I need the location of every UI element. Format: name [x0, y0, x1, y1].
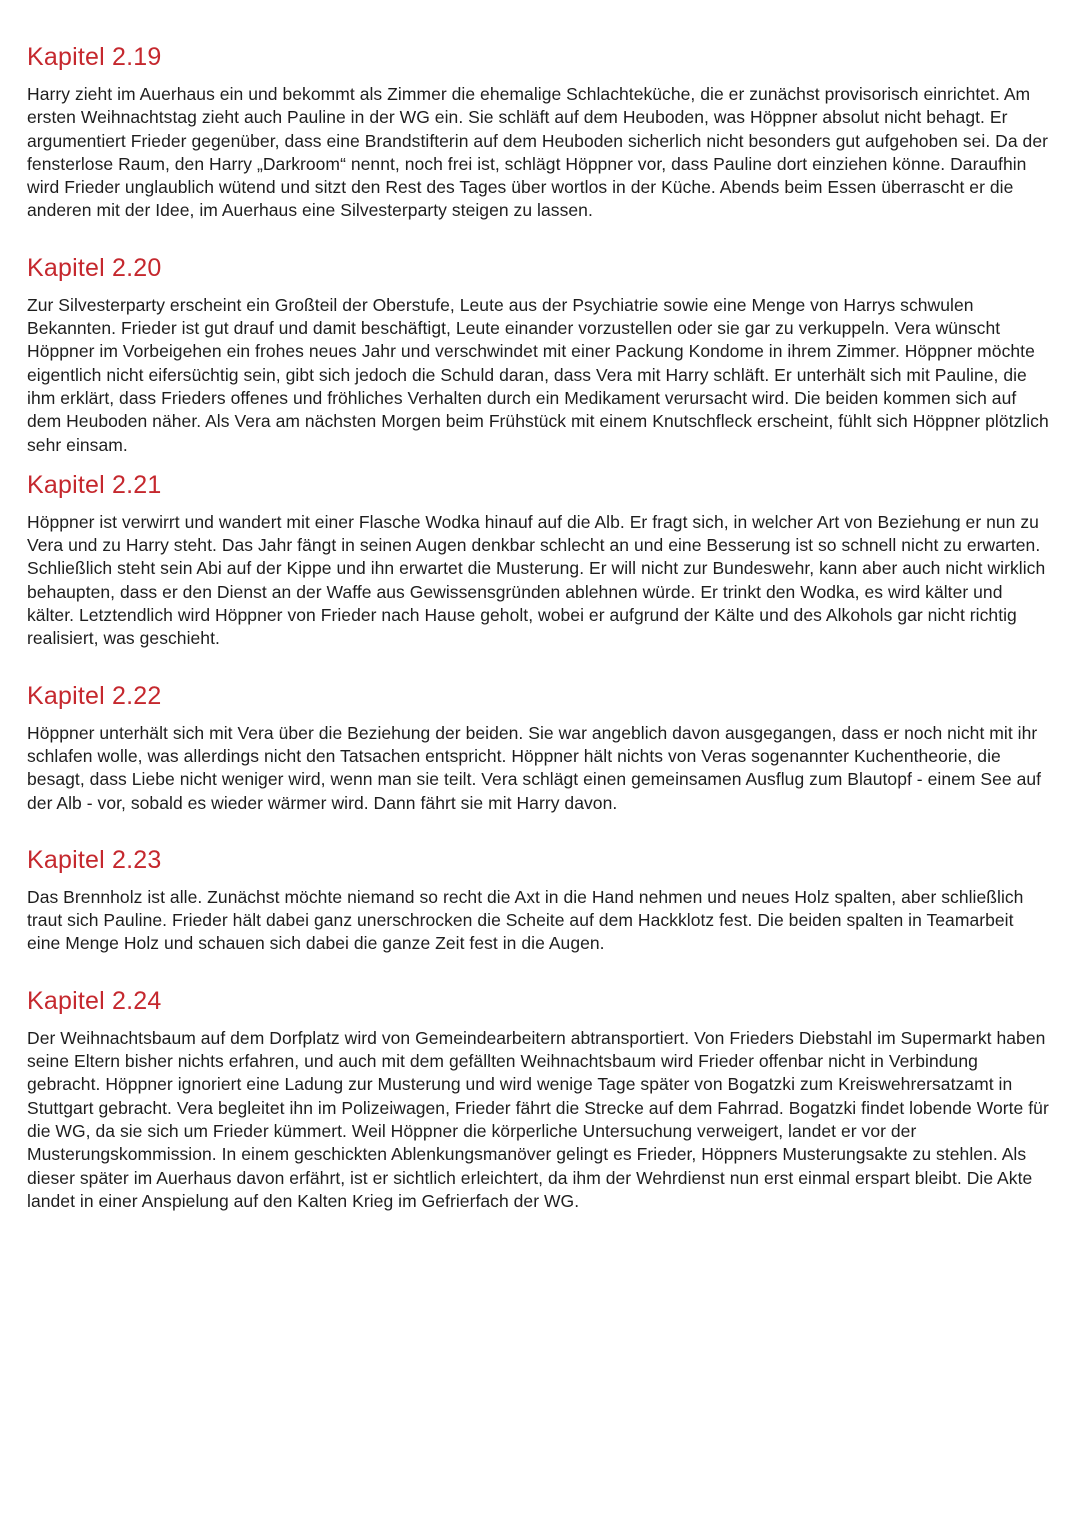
- chapter-heading: Kapitel 2.23: [27, 845, 162, 874]
- chapter-paragraph: Höppner ist verwirrt und wandert mit einer Flasche Wodka hinauf auf die Alb. Er fragt sich, in welcher Art von Beziehung er nun zu Vera und zu Harry steht. Das Jahr fängt in seinen Augen denkbar schlecht an und eine Besserung ist so schnell nicht zu erwarten. Schließlich steht sein Abi auf der Kippe und ihn erwartet die Musterung. Er will nicht zur Bundeswehr, kann aber auch nicht wirklich behaupten, dass er den Dienst an der Waffe aus Gewissensgründen ablehnen würde. Er trinkt den Wodka, es wird kälter und kälter. Letztendlich wird Höppner von Frieder nach Hause geholt, wobei er aufgrund der Kälte und des Alkohols gar nicht richtig realisiert, was geschieht.: [27, 511, 1046, 649]
- chapter-heading: Kapitel 2.21: [27, 470, 162, 499]
- chapter-section: [27, 681, 1050, 815]
- chapter-section: [27, 42, 1050, 223]
- chapter-heading: Kapitel 2.22: [27, 681, 162, 710]
- chapter-paragraph: Höppner unterhält sich mit Vera über die Beziehung der beiden. Sie war angeblich davon ausgegangen, dass er noch nicht mit ihr schlafen wolle, was allerdings nicht den Tatsachen entspricht. Höppner hält nichts von Veras sogenannter Kuchentheorie, die besagt, dass Liebe nicht weniger wird, wenn man sie teilt. Vera schlägt einen gemeinsamen Ausflug zum Blautopf - einem See auf der Alb - vor, sobald es wieder wärmer wird. Dann fährt sie mit Harry davon.: [27, 722, 1042, 813]
- chapter-section: [27, 845, 1050, 956]
- chapter-section: [27, 253, 1050, 457]
- chapter-paragraph: Zur Silvesterparty erscheint ein Großteil der Oberstufe, Leute aus der Psychiatrie sowie eine Menge von Harrys schwulen Bekannten. Frieder ist gut drauf und damit beschäftigt, Leute einander vorzustellen oder sie gar zu verkuppeln. Vera wünscht Höppner im Vorbeigehen ein frohes neues Jahr und verschwindet mit einer Packung Kondome in ihrem Zimmer. Höppner möchte eigentlich nicht eifersüchtig sein, gibt sich jedoch die Schuld daran, dass Vera mit Harry schläft. Er unterhält sich mit Pauline, die ihm erklärt, dass Frieders offenes und fröhliches Verhalten durch ein Medikament verursacht wird. Die beiden kommen sich auf dem Heuboden näher. Als Vera am nächsten Morgen beim Frühstück mit einem Knutschfleck erscheint, fühlt sich Höppner plötzlich sehr einsam.: [27, 294, 1049, 455]
- chapter-heading: Kapitel 2.20: [27, 253, 162, 282]
- chapter-paragraph: Das Brennholz ist alle. Zunächst möchte niemand so recht die Axt in die Hand nehmen und neues Holz spalten, aber schließlich traut sich Pauline. Frieder hält dabei ganz unerschrocken die Scheite auf dem Hackklotz fest. Die beiden spalten in Teamarbeit eine Menge Holz und schauen sich dabei die ganze Zeit fest in die Augen.: [27, 886, 1024, 954]
- chapter-paragraph: Harry zieht im Auerhaus ein und bekommt als Zimmer die ehemalige Schlachteküche, die er zunächst provisorisch einrichtet. Am ersten Weihnachtstag zieht auch Pauline in der WG ein. Sie schläft auf dem Heuboden, was Höppner absolut nicht behagt. Er argumentiert Frieder gegenüber, dass eine Brandstifterin auf dem Heuboden sicherlich nicht besonders gut aufgehoben sei. Da der fensterlose Raum, den Harry „Darkroom“ nennt, noch frei ist, schlägt Höppner vor, dass Pauline dort einziehen könne. Daraufhin wird Frieder unglaublich wütend und sitzt den Rest des Tages über wortlos in der Küche. Abends beim Essen überrascht er die anderen mit der Idee, im Auerhaus eine Silvesterparty steigen zu lassen.: [27, 84, 1048, 221]
- chapter-heading: Kapitel 2.19: [27, 43, 162, 71]
- chapter-paragraph: Der Weihnachtsbaum auf dem Dorfplatz wird von Gemeindearbeitern abtransportiert. Von Frieders Diebstahl im Supermarkt haben seine Eltern bisher nichts erfahren, und auch mit dem gefällten Weihnachtsbaum wird Frieder offenbar nicht in Verbindung gebracht. Höppner ignoriert eine Ladung zur Musterung und wird wenige Tage später von Bogatzki zum Kreiswehrersatzamt in Stuttgart gebracht. Vera begleitet ihn im Polizeiwagen, Frieder fährt die Strecke auf dem Fahrrad. Bogatzki findet lobende Worte für die WG, da sie sich um Frieder kümmert. Weil Höppner die körperliche Untersuchung verweigert, landet er vor der Musterungskommission. In einem geschickten Ablenkungsmanöver gelingt es Frieder, Höppners Musterungsakte zu stehlen. Als dieser später im Auerhaus davon erfährt, ist er sichtlich erleichtert, da ihm der Wehrdienst nun erst einmal erspart bleibt. Die Akte landet in einer Anspielung auf den Kalten Krieg im Gefrierfach der WG.: [27, 1027, 1049, 1211]
- chapter-heading: Kapitel 2.24: [27, 986, 162, 1015]
- chapter-section: [27, 470, 1050, 651]
- chapter-section: [27, 986, 1050, 1213]
